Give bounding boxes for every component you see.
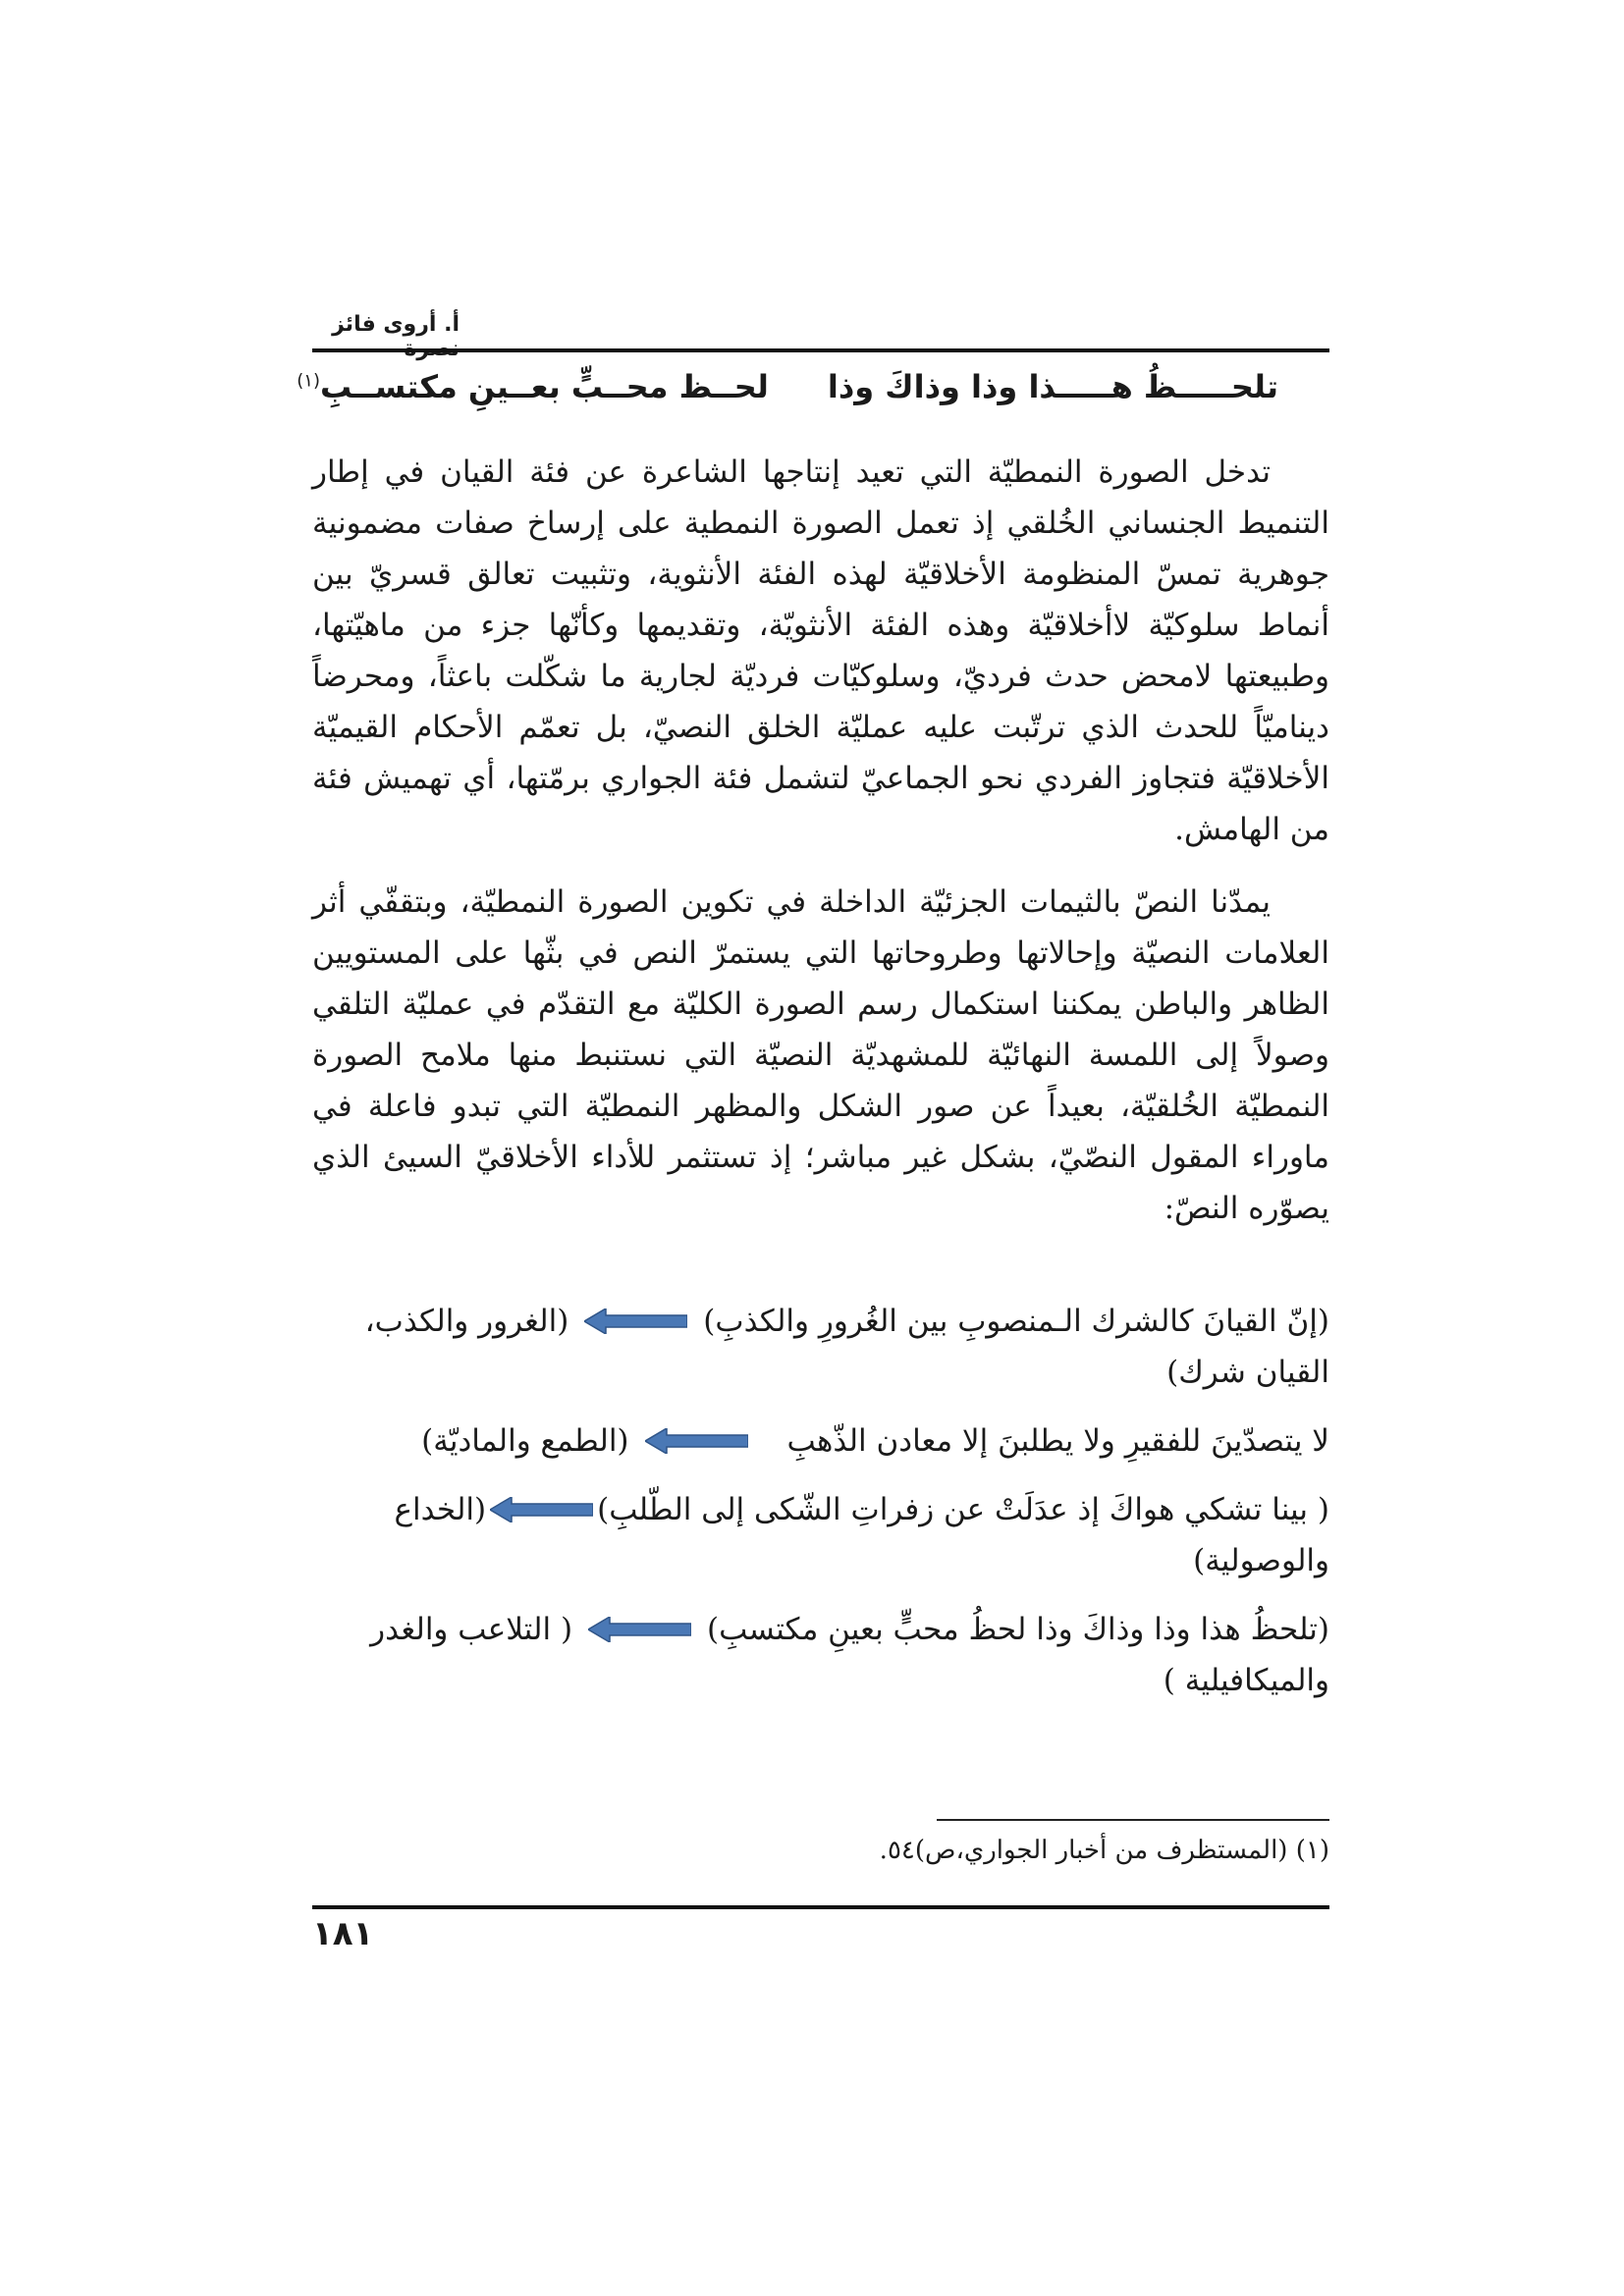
page-number: ١٨١ (312, 1914, 374, 1953)
verse-second-hemistich: لحــظ محــبٍّ بعــينِ مكتســبِ (319, 368, 769, 405)
body-text (312, 447, 1329, 1255)
pair-quote: لا يتصدّينَ للفقيرِ ولا يطلبنَ إلا معادن الذّهبِ (786, 1423, 1329, 1459)
pair-theme: (الخداع (394, 1492, 487, 1527)
pair-theme-continuation: والوصولية) (1193, 1543, 1329, 1578)
footer-rule (312, 1905, 1329, 1909)
pair-2 (312, 1415, 1329, 1467)
left-arrow-icon (645, 1428, 748, 1454)
left-arrow-icon (490, 1497, 593, 1522)
verse-first-hemistich: تلحـــــظُ هـــــذا وذا وذاكَ وذا (827, 368, 1278, 405)
left-arrow-icon (588, 1617, 691, 1642)
pair-quote: (إنّ القيانَ كالشرك الـمنصوبِ بين الغُرورِ والكذبِ) (703, 1304, 1329, 1339)
pair-theme: ( التلاعب والغدر (370, 1612, 573, 1647)
pair-theme-continuation: والميكافيلية ) (1163, 1663, 1329, 1698)
quote-theme-pairs (312, 1296, 1329, 1724)
pair-theme-continuation: القيان شرك) (1166, 1355, 1329, 1390)
pair-1 (312, 1296, 1329, 1398)
pair-quote: ( بينا تشكي هواكَ إذ عدَلَتْ عن زفراتِ الشّكى إلى الطّلبِ) (597, 1492, 1329, 1527)
footnote: (١) (المستظرف من أخبار الجواري،ص)٥٤. (879, 1836, 1329, 1865)
paragraph-1: تدخل الصورة النمطيّة التي تعيد إنتاجها الشاعرة عن فئة القيان في إطار التنميط الجنساني الخُلقي إذ تعمل الصورة النمطية على إرساخ صفات مضمونية جوهرية تمسّ المنظومة الأخلاقيّة لهذه الفئة الأنثوية، وتثبيت تعالق قسريّ بين أنماط سلوكيّة لاأخلاقيّة وهذه الفئة الأنثويّة، وتقديمها وكأنّها جزء من ماهيّتها، وطبيعتها لامحض حدث فرديّ، وسلوكيّات فرديّة لجارية ما شكّلت باعثاً، ومحرضاً ديناميّاً للحدث الذي ترتّبت عليه عمليّة الخلق النصيّ، بل تعمّم الأحكام القيميّة الأخلاقيّة فتجاوز الفردي نحو الجماعيّ لتشمل فئة الجواري برمّتها، أي تهميش فئة من الهامش. (312, 454, 1329, 847)
pair-4 (312, 1604, 1329, 1706)
header-rule (312, 348, 1329, 352)
paragraph-2: يمدّنا النصّ بالثيمات الجزئيّة الداخلة في تكوين الصورة النمطيّة، وبتقفّي أثر العلامات النصيّة وإحالاتها وطروحاتها التي يستمرّ النص في بثّها على المستويين الظاهر والباطن يمكننا استكمال رسم الصورة الكليّة مع التقدّم في عمليّة التلقي وصولاً إلى اللمسة النهائيّة للمشهديّة النصيّة التي نستنبط منها ملامح الصورة النمطيّة الخُلقيّة، بعيداً عن صور الشكل والمظهر النمطيّة التي تبدو فاعلة في ماوراء المقول النصّيّ، بشكل غير مباشر؛ إذ تستثمر للأداء الأخلاقيّ السيئ الذي يصوّره النصّ: (312, 884, 1329, 1226)
footnote-marker: (١) (297, 370, 320, 392)
pair-3 (312, 1484, 1329, 1586)
left-arrow-icon (584, 1308, 687, 1334)
footnote-separator (937, 1819, 1329, 1821)
running-header-author: أ. أروى فائز (332, 312, 460, 337)
pair-quote: (تلحظُ هذا وذا وذاكَ وذا لحظُ محبٍّ بعينِ مكتسبِ) (707, 1612, 1329, 1647)
poem-verse (297, 368, 1278, 405)
pair-theme: (الغرور والكذب، (364, 1304, 569, 1339)
pair-theme: (الطمع والماديّة) (421, 1423, 629, 1459)
